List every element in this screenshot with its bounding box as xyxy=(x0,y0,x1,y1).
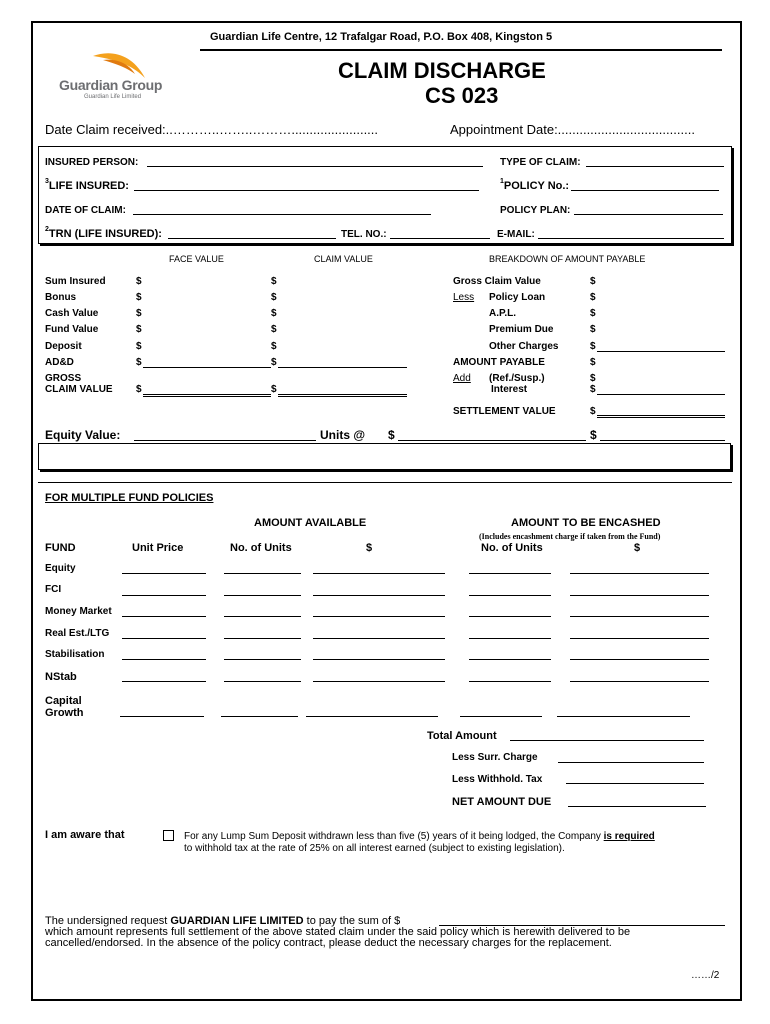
fund-row-stabilisation: Stabilisation xyxy=(45,649,105,660)
fund-value-label: Fund Value xyxy=(45,324,99,335)
email-field[interactable] xyxy=(538,238,724,239)
total-amount-label: Total Amount xyxy=(427,730,497,742)
money-market-encash-units-field[interactable] xyxy=(469,616,551,617)
face-sum-insured-dollar: $ xyxy=(136,276,142,287)
claim-fund-value-dollar: $ xyxy=(271,324,277,335)
face-cash-value-dollar: $ xyxy=(136,308,142,319)
request-line2: which amount represents full settlement of the above stated claim under the said policy which is herewith delivered to be xyxy=(45,926,631,938)
capital-units-field[interactable] xyxy=(221,716,298,717)
fund-row-money-market: Money Market xyxy=(45,606,112,617)
real-estate-encash-dollar-field[interactable] xyxy=(570,638,709,639)
fund-row-capital-2: Growth xyxy=(45,707,84,719)
fci-dollar-field[interactable] xyxy=(313,595,445,596)
section-divider xyxy=(38,482,732,483)
face-fund-value-dollar: $ xyxy=(136,324,142,335)
policy-plan-label: POLICY PLAN: xyxy=(500,205,571,216)
equity-dollar-field[interactable] xyxy=(313,573,445,574)
face-add-dollar: $ xyxy=(136,357,142,368)
dollar-column-header: $ xyxy=(366,542,373,554)
add-interest-label: Add xyxy=(453,373,471,384)
date-claim-received: Date Claim received:..………..……..………........................ xyxy=(45,122,379,137)
money-market-unit-price-field[interactable] xyxy=(122,616,206,617)
bd-gross-dollar: $ xyxy=(590,276,596,287)
total-amount-field[interactable] xyxy=(510,740,704,741)
claim-gross-field[interactable] xyxy=(278,394,407,397)
fci-unit-price-field[interactable] xyxy=(122,595,206,596)
multiple-fund-title: FOR MULTIPLE FUND POLICIES xyxy=(45,492,214,504)
company-logo xyxy=(55,50,185,104)
policy-no-field[interactable] xyxy=(571,190,719,191)
real-estate-unit-price-field[interactable] xyxy=(122,638,206,639)
settlement-value-label: SETTLEMENT VALUE xyxy=(453,406,556,417)
nstab-units-field[interactable] xyxy=(224,681,301,682)
aware-text-line1: For any Lump Sum Deposit withdrawn less than five (5) years of it being lodged, the Company is required xyxy=(184,831,655,842)
bd-amount-payable-dollar: $ xyxy=(590,357,596,368)
capital-encash-dollar-field[interactable] xyxy=(557,716,690,717)
dollar-encashed-column-header: $ xyxy=(634,542,641,554)
bd-settlement-dollar: $ xyxy=(590,406,596,417)
equity-total-field[interactable] xyxy=(600,440,725,441)
less-withhold-tax-label: Less Withhold. Tax xyxy=(452,774,543,785)
face-add-field[interactable] xyxy=(143,367,271,368)
date-of-claim-label: DATE OF CLAIM: xyxy=(45,205,126,216)
fci-units-field[interactable] xyxy=(224,595,301,596)
nstab-dollar-field[interactable] xyxy=(313,681,445,682)
request-line3: cancelled/endorsed. In the absence of the policy contract, please deduct the necessary charges for the replacement. xyxy=(45,937,612,949)
face-bonus-dollar: $ xyxy=(136,292,142,303)
face-value-header: FACE VALUE xyxy=(169,254,224,264)
logo-subtitle: Guardian Life Limited xyxy=(84,94,142,100)
net-amount-due-label: NET AMOUNT DUE xyxy=(452,796,552,808)
life-insured-field[interactable] xyxy=(134,190,479,191)
stabilisation-units-field[interactable] xyxy=(224,659,301,660)
fund-row-nstab: NStab xyxy=(45,671,77,683)
unit-price-column-header: Unit Price xyxy=(132,542,184,554)
sum-insured-label: Sum Insured xyxy=(45,276,106,287)
equity-units-field[interactable] xyxy=(398,440,586,441)
aware-text-line2: to withhold tax at the rate of 25% on all interest earned (subject to existing legislation). xyxy=(184,843,565,854)
policy-plan-field[interactable] xyxy=(574,214,723,215)
stabilisation-encash-dollar-field[interactable] xyxy=(570,659,709,660)
equity-encash-dollar-field[interactable] xyxy=(570,573,709,574)
tel-no-label: TEL. NO.: xyxy=(341,229,387,240)
gross-label-2: CLAIM VALUE xyxy=(45,384,113,395)
net-amount-due-field[interactable] xyxy=(568,806,706,807)
stabilisation-dollar-field[interactable] xyxy=(313,659,445,660)
fund-row-equity: Equity xyxy=(45,563,76,574)
money-market-encash-dollar-field[interactable] xyxy=(570,616,709,617)
equity-value-field[interactable] xyxy=(134,440,316,441)
logo-swoosh-icon xyxy=(89,50,149,80)
fund-column-header: FUND xyxy=(45,542,76,554)
less-withhold-tax-field[interactable] xyxy=(566,783,704,784)
fund-row-real-estate: Real Est./LTG xyxy=(45,628,110,639)
stabilisation-unit-price-field[interactable] xyxy=(122,659,206,660)
claim-add-field[interactable] xyxy=(278,367,407,368)
real-estate-dollar-field[interactable] xyxy=(313,638,445,639)
encash-note: (Includes encashment charge if taken from the Fund) xyxy=(479,532,661,541)
insured-person-field[interactable] xyxy=(147,166,483,167)
interest-label: Interest xyxy=(491,384,528,395)
claim-cash-value-dollar: $ xyxy=(271,308,277,319)
claim-sum-insured-dollar: $ xyxy=(271,276,277,287)
amount-available-header: AMOUNT AVAILABLE xyxy=(254,517,367,529)
nstab-unit-price-field[interactable] xyxy=(122,681,206,682)
claim-gross-dollar: $ xyxy=(271,384,277,395)
fci-encash-units-field[interactable] xyxy=(469,595,551,596)
money-market-units-field[interactable] xyxy=(224,616,301,617)
bonus-label: Bonus xyxy=(45,292,77,303)
page-marker: ……/2 xyxy=(691,970,720,981)
date-of-claim-field[interactable] xyxy=(133,214,431,215)
aware-checkbox[interactable] xyxy=(163,830,174,841)
units-encashed-column-header: No. of Units xyxy=(481,542,543,554)
less-surr-charge-field[interactable] xyxy=(558,762,704,763)
bd-settlement-field[interactable] xyxy=(597,415,725,418)
request-line1: The undersigned request GUARDIAN LIFE LIMITED to pay the sum of $ xyxy=(45,915,401,927)
bd-apl-dollar: $ xyxy=(590,308,596,319)
fund-row-capital-1: Capital xyxy=(45,695,82,707)
life-insured-label: $^3$LIFE INSURED: xyxy=(45,178,129,192)
breakdown-header: BREAKDOWN OF AMOUNT PAYABLE xyxy=(489,254,646,264)
equity-units-dollar: $ xyxy=(388,428,395,442)
money-market-dollar-field[interactable] xyxy=(313,616,445,617)
amount-encashed-header: AMOUNT TO BE ENCASHED xyxy=(511,517,661,529)
equity-unit-price-field[interactable] xyxy=(122,573,206,574)
company-address: Guardian Life Centre, 12 Trafalgar Road, P.O. Box 408, Kingston 5 xyxy=(210,31,553,43)
bd-interest-dollar: $ xyxy=(590,384,596,395)
equity-value-label: Equity Value: xyxy=(45,428,121,442)
ref-susp-label: (Ref./Susp.) xyxy=(489,373,545,384)
units-at-label: Units @ xyxy=(320,428,366,442)
nstab-encash-units-field[interactable] xyxy=(469,681,551,682)
policy-no-label: $^1$POLICY No.: xyxy=(500,178,570,192)
bd-policy-loan-dollar: $ xyxy=(590,292,596,303)
form-code: CS 023 xyxy=(425,83,499,108)
units-column-header: No. of Units xyxy=(230,542,292,554)
bd-interest-field[interactable] xyxy=(597,394,725,395)
gross-label-1: GROSS xyxy=(45,373,82,384)
claim-value-header: CLAIM VALUE xyxy=(314,254,373,264)
premium-due-label: Premium Due xyxy=(489,324,554,335)
capital-encash-units-field[interactable] xyxy=(460,716,542,717)
type-of-claim-label: TYPE OF CLAIM: xyxy=(500,157,581,168)
face-gross-dollar: $ xyxy=(136,384,142,395)
cash-value-label: Cash Value xyxy=(45,308,99,319)
bd-other-charges-dollar: $ xyxy=(590,341,596,352)
fci-encash-dollar-field[interactable] xyxy=(570,595,709,596)
equity-encash-units-field[interactable] xyxy=(469,573,551,574)
face-deposit-dollar: $ xyxy=(136,341,142,352)
less-surr-charge-label: Less Surr. Charge xyxy=(452,752,538,763)
tel-no-field[interactable] xyxy=(390,238,490,239)
gross-claim-value-label: Gross Claim Value xyxy=(453,276,541,287)
claim-deposit-dollar: $ xyxy=(271,341,277,352)
stabilisation-encash-units-field[interactable] xyxy=(469,659,551,660)
form-title: CLAIM DISCHARGE xyxy=(338,58,546,83)
logo-name: Guardian Group xyxy=(59,77,163,93)
aware-label: I am aware that xyxy=(45,829,125,841)
amount-payable-label: AMOUNT PAYABLE xyxy=(453,357,545,368)
trn-field[interactable] xyxy=(168,238,336,239)
insured-person-label: INSURED PERSON: xyxy=(45,157,139,168)
email-label: E-MAIL: xyxy=(497,229,535,240)
header-rule xyxy=(200,49,722,51)
appointment-date: Appointment Date:...................................... xyxy=(450,122,695,137)
apl-label: A.P.L. xyxy=(489,308,517,319)
claim-add-dollar: $ xyxy=(271,357,277,368)
nstab-encash-dollar-field[interactable] xyxy=(570,681,709,682)
capital-dollar-field[interactable] xyxy=(306,716,438,717)
bd-other-charges-field[interactable] xyxy=(597,351,725,352)
trn-label: $^2$TRN (LIFE INSURED): xyxy=(45,226,162,240)
less-label: Less xyxy=(453,292,475,303)
capital-unit-price-field[interactable] xyxy=(120,716,204,717)
equity-units-field[interactable] xyxy=(224,573,301,574)
claim-bonus-dollar: $ xyxy=(271,292,277,303)
bd-ref-susp-dollar: $ xyxy=(590,373,596,384)
bd-premium-due-dollar: $ xyxy=(590,324,596,335)
equity-notes-box[interactable] xyxy=(38,443,731,470)
add-label: AD&D xyxy=(45,357,74,368)
type-of-claim-field[interactable] xyxy=(586,166,724,167)
policy-loan-label: Policy Loan xyxy=(489,292,546,303)
deposit-label: Deposit xyxy=(45,341,82,352)
real-estate-encash-units-field[interactable] xyxy=(469,638,551,639)
fund-row-fci: FCI xyxy=(45,584,62,595)
real-estate-units-field[interactable] xyxy=(224,638,301,639)
other-charges-label: Other Charges xyxy=(489,341,559,352)
face-gross-field[interactable] xyxy=(143,394,271,397)
equity-total-dollar: $ xyxy=(590,428,597,442)
